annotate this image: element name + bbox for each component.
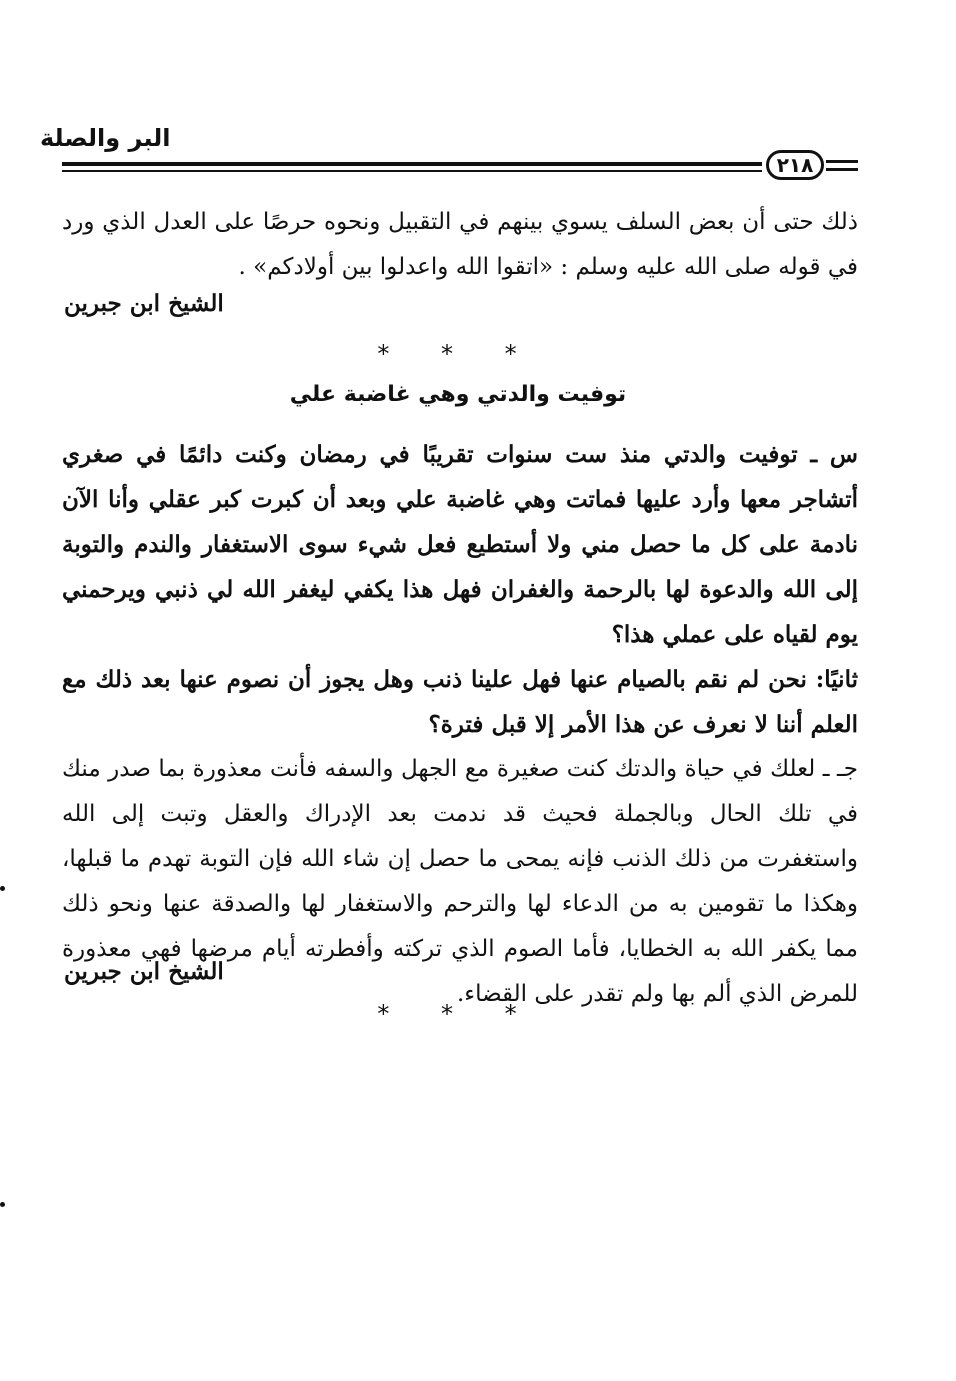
- answer-paragraph: جـ ـ لعلك في حياة والدتك كنت صغيرة مع الجهل والسفه فأنت معذورة بما صدر منك في تلك الحال وبالجملة فحيث قد ندمت بعد الإدراك والعقل وتبت إلى الله واستغفرت من ذلك الذنب فإنه يمحى ما حصل إن شاء الله فإن التوبة تهدم ما قبلها، وهكذا ما تقومين به من الدعاء لها والترحم والاستغفار لها والصدقة عنها ونحو ذلك مما يكفر الله به الخطايا، فأما الصوم الذي تركته وأفطرته أيام مرضها فهي معذورة للمرض الذي ألم بها ولم تقدر على القضاء.: [62, 756, 858, 1007]
- page-number: ٢١٨: [766, 150, 824, 180]
- separator-stars-bottom: * * *: [377, 1000, 539, 1028]
- scan-edge-mark: [0, 1202, 5, 1207]
- question-paragraph: س ـ توفيت والدتي منذ ست سنوات تقريبًا في رمضان وكنت دائمًا في صغري أتشاجر معها وأرد عليها فماتت وهي غاضبة علي وبعد أن كبرت كبر عقلي وأنا الآن نادمة على كل ما حصل مني ولا أستطيع فعل شيء سوى الاستغفار والندم والتوبة إلى الله والدعوة لها بالرحمة والغفران فهل هذا يكفي ليغفر الله لي ذنبي ويرحمني يوم لقياه على عملي هذا؟: [62, 441, 858, 648]
- signature-bottom: الشيخ ابن جبرين: [64, 958, 224, 985]
- section-title: توفيت والدتي وهي غاضبة علي: [289, 382, 627, 407]
- header-rule-right-top: [826, 160, 858, 163]
- signature-top: الشيخ ابن جبرين: [64, 290, 224, 317]
- running-title: البر والصلة: [40, 124, 171, 152]
- intro-paragraph: ذلك حتى أن بعض السلف يسوي بينهم في التقبيل ونحوه حرصًا على العدل الذي ورد في قوله صلى الله عليه وسلم : «اتقوا الله واعدلوا بين أولادكم» .: [62, 209, 858, 280]
- fatwa-block: [62, 432, 858, 1017]
- header-rule-right-bottom: [826, 168, 858, 171]
- intro-block: [62, 200, 858, 290]
- question-second-paragraph: ثانيًا: نحن لم نقم بالصيام عنها فهل علينا ذنب وهل يجوز أن نصوم عنها بعد ذلك مع العلم أننا لا نعرف عن هذا الأمر إلا قبل فترة؟: [62, 666, 858, 738]
- scan-edge-mark: [0, 886, 5, 891]
- separator-stars-top: * * *: [377, 340, 539, 368]
- header-rule-thin: [62, 170, 762, 172]
- header-rule-thick: [62, 162, 762, 166]
